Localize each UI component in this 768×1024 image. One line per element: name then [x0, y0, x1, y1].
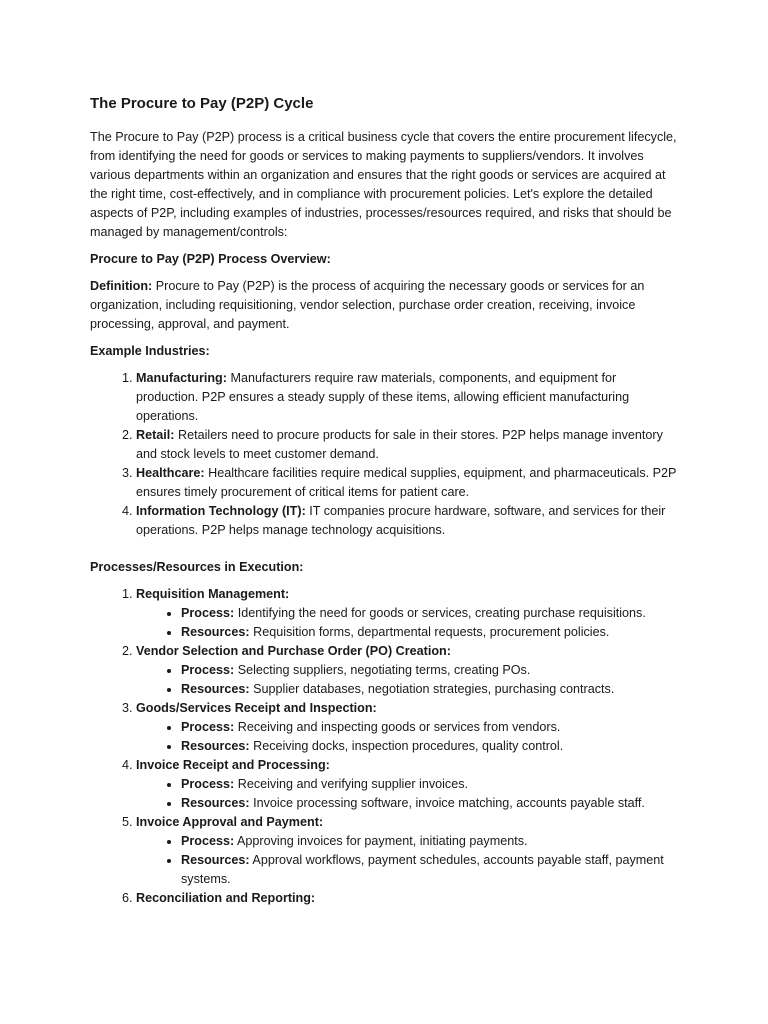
process-title: Goods/Services Receipt and Inspection: — [136, 701, 377, 715]
process-title: Vendor Selection and Purchase Order (PO) Creation: — [136, 644, 451, 658]
industry-label: Manufacturing: — [136, 371, 227, 385]
list-item — [181, 775, 680, 794]
resources-text: Requisition forms, departmental requests, procurement policies. — [249, 625, 610, 639]
list-item — [181, 623, 680, 642]
process-details — [136, 661, 680, 699]
list-item — [136, 813, 680, 889]
industry-text: Manufacturers require raw materials, components, and equipment for production. P2P ensures a steady supply of these items, allowing efficient manufacturing operations. — [136, 371, 630, 423]
list-item — [136, 426, 680, 464]
process-text: Approving invoices for payment, initiating payments. — [234, 834, 528, 848]
industry-label: Healthcare: — [136, 466, 205, 480]
industry-text: Retailers need to procure products for sale in their stores. P2P helps manage inventory and stock levels to meet customer demand. — [136, 428, 663, 461]
list-item — [181, 851, 680, 889]
process-label: Process: — [181, 834, 235, 848]
list-item — [136, 464, 680, 502]
resources-text: Approval workflows, payment schedules, accounts payable staff, payment systems. — [181, 853, 664, 886]
industries-heading: Example Industries: — [90, 344, 210, 358]
industry-text: IT companies procure hardware, software, and services for their operations. P2P helps manage technology acquisitions. — [136, 504, 666, 537]
intro-paragraph: The Procure to Pay (P2P) process is a critical business cycle that covers the entire procurement lifecycle, from identifying the need for goods or services to making payments to suppliers/vendors. It involves various departments within an organization and ensures that the right goods or services are acquired at the right time, cost-effectively, and in compliance with procurement policies. Let's explore the detailed aspects of P2P, including examples of industries, processes/resources required, and risks that should be managed by management/controls: — [90, 130, 677, 239]
list-item — [181, 737, 680, 756]
list-item — [181, 604, 680, 623]
industries-list — [90, 369, 680, 540]
resources-text: Supplier databases, negotiation strategies, purchasing contracts. — [249, 682, 615, 696]
processes-heading: Processes/Resources in Execution: — [90, 560, 304, 574]
list-item — [181, 718, 680, 737]
resources-label: Resources: — [181, 682, 250, 696]
page-title: The Procure to Pay (P2P) Cycle — [90, 95, 314, 112]
resources-text: Receiving docks, inspection procedures, quality control. — [249, 739, 564, 753]
list-item — [136, 889, 680, 908]
process-text: Receiving and verifying supplier invoices. — [234, 777, 469, 791]
industry-text: Healthcare facilities require medical supplies, equipment, and pharmaceuticals. P2P ensures timely procurement of critical items for patient care. — [136, 466, 677, 499]
process-title: Reconciliation and Reporting: — [136, 891, 316, 905]
list-item — [136, 642, 680, 699]
process-title: Invoice Approval and Payment: — [136, 815, 324, 829]
resources-label: Resources: — [181, 796, 250, 810]
process-label: Process: — [181, 720, 235, 734]
list-item — [181, 661, 680, 680]
industry-label: Information Technology (IT): — [136, 504, 306, 518]
resources-text: Invoice processing software, invoice matching, accounts payable staff. — [249, 796, 645, 810]
processes-list — [90, 585, 680, 908]
list-item — [181, 832, 680, 851]
process-text: Selecting suppliers, negotiating terms, creating POs. — [234, 663, 531, 677]
process-details — [136, 718, 680, 756]
list-item — [136, 369, 680, 426]
list-item — [181, 794, 680, 813]
list-item — [181, 680, 680, 699]
resources-label: Resources: — [181, 739, 250, 753]
process-details — [136, 832, 680, 889]
definition-text: Procure to Pay (P2P) is the process of acquiring the necessary goods or services for an organization, including requisitioning, vendor selection, purchase order creation, receiving, invoice processing, approval, and payment. — [90, 279, 645, 331]
industry-label: Retail: — [136, 428, 175, 442]
process-text: Receiving and inspecting goods or services from vendors. — [234, 720, 561, 734]
process-label: Process: — [181, 606, 235, 620]
list-item — [136, 756, 680, 813]
process-title: Requisition Management: — [136, 587, 290, 601]
process-text: Identifying the need for goods or services, creating purchase requisitions. — [234, 606, 646, 620]
definition-label: Definition: — [90, 279, 153, 293]
process-label: Process: — [181, 663, 235, 677]
process-label: Process: — [181, 777, 235, 791]
definition-paragraph — [90, 277, 680, 334]
process-details — [136, 604, 680, 642]
overview-heading: Procure to Pay (P2P) Process Overview: — [90, 252, 331, 266]
list-item — [136, 699, 680, 756]
list-item — [136, 585, 680, 642]
resources-label: Resources: — [181, 625, 250, 639]
process-details — [136, 775, 680, 813]
resources-label: Resources: — [181, 853, 250, 867]
process-title: Invoice Receipt and Processing: — [136, 758, 330, 772]
list-item — [136, 502, 680, 540]
